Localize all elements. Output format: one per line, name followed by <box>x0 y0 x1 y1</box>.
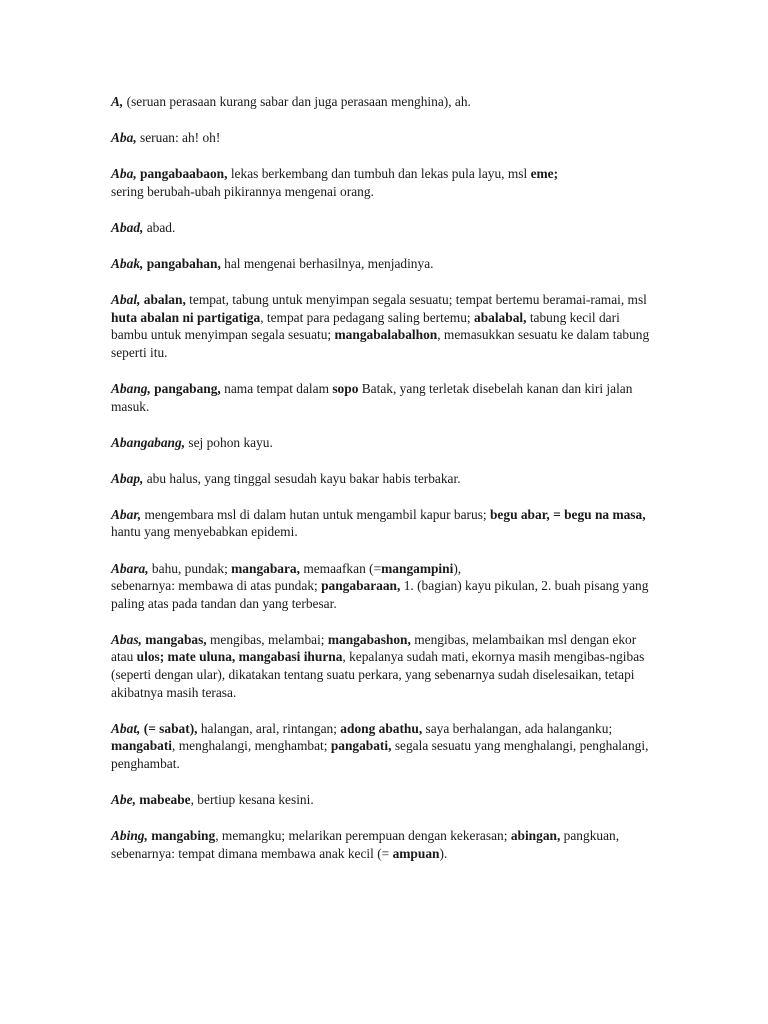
entry-aba-1 <box>111 129 659 147</box>
bold-term: abalan, <box>143 292 186 308</box>
bold-term: abingan, <box>510 828 561 844</box>
bold-term: mangampini <box>381 560 454 576</box>
bold-term: ulos; mate uluna, mangabasi ihurna <box>136 649 343 665</box>
definition-text: sej pohon kayu. <box>185 434 273 450</box>
definition-text: sebenarnya: membawa di atas pundak; <box>111 578 322 594</box>
bold-term: mangabashon, <box>327 631 411 647</box>
definition-text: seruan: ah! oh! <box>136 130 221 146</box>
headword: Aba, <box>111 166 137 182</box>
entry-abara <box>111 560 659 613</box>
bold-term: mangabara, <box>231 560 300 576</box>
definition-text: mengibas, melambai; <box>206 631 328 647</box>
bold-term: mangabalabalhon <box>334 327 438 343</box>
definition-text: hal mengenai berhasilnya, menjadinya. <box>220 255 434 271</box>
headword: Aba, <box>111 130 137 146</box>
entry-aba-2 <box>111 165 659 200</box>
bold-term: huta abalan ni partigatiga <box>111 309 261 325</box>
bold-term: pangabaabaon, <box>140 166 228 182</box>
entry-a <box>111 93 659 111</box>
bold-term: (= sabat), <box>143 720 198 736</box>
entry-abangabang <box>111 434 659 452</box>
bold-term: pangabaraan, <box>321 578 401 594</box>
bold-term: mabeabe <box>139 791 191 807</box>
headword: Abat, <box>111 720 141 736</box>
definition-text: halangan, aral, rintangan; <box>197 720 341 736</box>
definition-text: , kepalanya sudah mati, ekornya masih mengibas-ngibas (seperti dengan ular), dikatakan tentang suatu perkara, yang sebenarnya sudah diselesaikan, tetapi akibatnya masih terasa. <box>111 649 645 700</box>
bold-term: ampuan <box>392 845 440 861</box>
headword: Abal, <box>111 292 141 308</box>
definition-text: memaafkan (= <box>299 560 382 576</box>
definition-text: tabung kecil dari bambu untuk menyimpan segala sesuatu; <box>111 309 620 343</box>
headword: A, <box>111 94 124 109</box>
definition-text: , tempat para pedagang saling bertemu; <box>260 309 474 325</box>
definition-text: , memangku; melarikan perempuan dengan kekerasan; <box>215 828 511 844</box>
entry-abing <box>111 827 659 862</box>
definition-text: saya berhalangan, ada halanganku; <box>422 720 613 736</box>
bold-term: begu abar, = begu na masa, <box>489 506 646 522</box>
bold-term: adong abathu, <box>340 720 423 736</box>
bold-term: pangabati, <box>330 738 392 754</box>
headword: Abara, <box>111 560 149 576</box>
entry-abang <box>111 380 659 415</box>
dictionary-entries <box>111 93 659 881</box>
entry-abat <box>111 720 659 773</box>
headword: Abad, <box>111 219 144 235</box>
bold-term: mangabas, <box>145 631 207 647</box>
bold-term: eme; <box>530 166 559 182</box>
definition-text: sering berubah-ubah pikirannya mengenai orang. <box>111 183 374 199</box>
definition-text: ), <box>453 560 462 576</box>
definition-text: pangkuan, sebenarnya: tempat dimana membawa anak kecil (= <box>111 828 620 861</box>
definition-text: tempat, tabung untuk menyimpan segala sesuatu; tempat bertemu beramai-ramai, msl <box>185 292 647 308</box>
definition-text: 1. (bagian) kayu pikulan, 2. buah pisang yang paling atas pada tandan dan yang terbesar. <box>111 578 649 611</box>
definition-text: , memasukkan sesuatu ke dalam tabung seperti itu. <box>111 327 650 360</box>
definition-text: lekas berkembang dan tumbuh dan lekas pula layu, msl <box>227 166 531 182</box>
definition-text: segala sesuatu yang menghalangi, penghalangi, penghambat. <box>111 738 649 771</box>
headword: Abap, <box>111 470 144 486</box>
entry-abal <box>111 291 659 361</box>
headword: Abe, <box>111 791 136 807</box>
entry-abad <box>111 219 659 237</box>
headword: Abing, <box>111 828 148 844</box>
definition-text: abad. <box>143 219 176 235</box>
bold-term: mangabati <box>111 738 173 754</box>
headword: Abangabang, <box>111 434 186 450</box>
definition-text: (seruan perasaan kurang sabar dan juga perasaan menghina), ah. <box>123 94 471 109</box>
definition-text: hantu yang menyebabkan epidemi. <box>111 524 298 540</box>
headword: Abas, <box>111 631 142 647</box>
definition-text: mengembara msl di dalam hutan untuk mengambil kapur barus; <box>141 506 490 522</box>
bold-term: pangabang, <box>154 380 221 396</box>
definition-text: , bertiup kesana kesini. <box>190 791 314 807</box>
definition-text: nama tempat dalam <box>220 380 333 396</box>
bold-term: mangabing <box>151 828 216 844</box>
bold-term: abalabal, <box>474 309 527 325</box>
headword: Abar, <box>111 506 142 522</box>
bold-term: sopo <box>332 380 359 396</box>
definition-text: bahu, pundak; <box>148 560 232 576</box>
entry-abap <box>111 470 659 488</box>
definition-text: ). <box>439 845 448 861</box>
bold-term: pangabahan, <box>146 255 221 271</box>
definition-text: mengibas, melambaikan msl dengan ekor atau <box>111 631 637 665</box>
definition-text: abu halus, yang tinggal sesudah kayu bakar habis terbakar. <box>143 470 461 486</box>
entry-abar <box>111 506 659 541</box>
entry-abe <box>111 791 659 809</box>
definition-text: , menghalangi, menghambat; <box>172 738 331 754</box>
entry-abas <box>111 631 659 701</box>
headword: Abang, <box>111 380 151 396</box>
definition-text: Batak, yang terletak disebelah kanan dan kiri jalan masuk. <box>111 380 633 414</box>
headword: Abak, <box>111 255 144 271</box>
entry-abak <box>111 255 659 273</box>
